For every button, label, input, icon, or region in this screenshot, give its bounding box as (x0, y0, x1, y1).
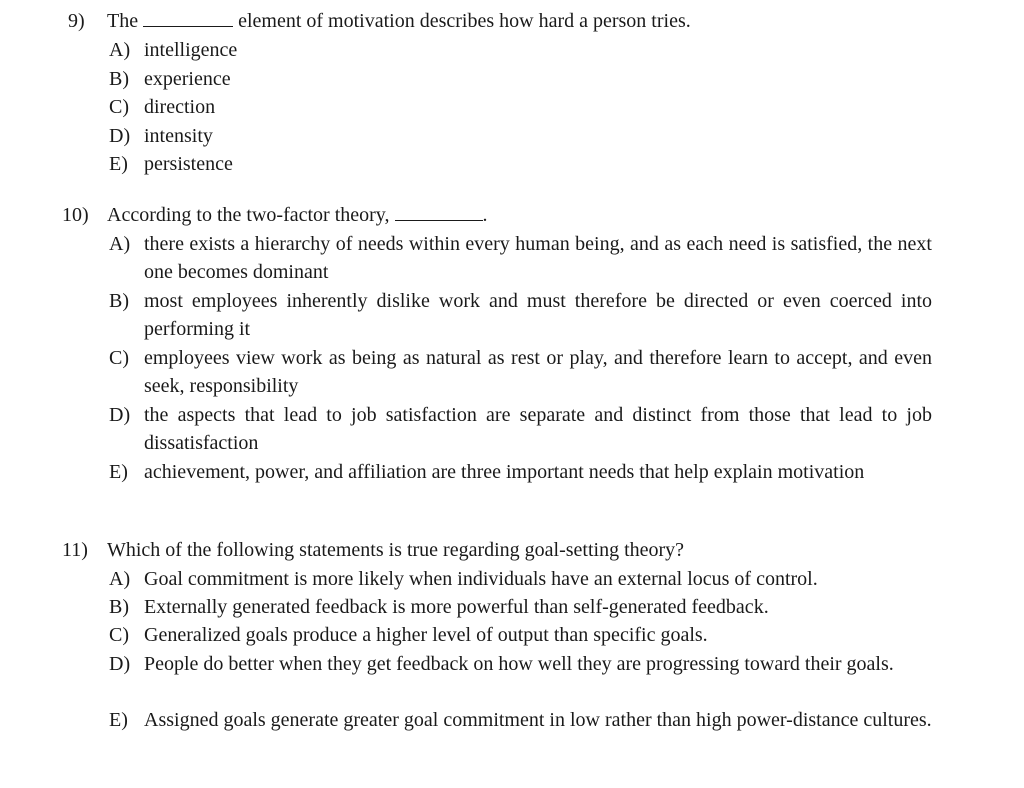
answer-blank (143, 8, 233, 27)
option-text: Generalized goals produce a higher level of output than specific goals. (144, 624, 708, 646)
option-letter: D) (109, 653, 131, 675)
stem-after-blank: . (482, 204, 488, 226)
question-number: 10) (62, 204, 89, 226)
option-text: People do better when they get feedback on how well they are progressing toward their goals. (144, 653, 894, 675)
option-text: Goal commitment is more likely when individuals have an external locus of control. (144, 568, 818, 590)
option-letter: A) (109, 39, 131, 61)
question-text: Which of the following statements is true regarding goal-setting theory? (107, 539, 685, 561)
question-number: 9) (68, 10, 85, 32)
option-letter: D) (109, 404, 131, 426)
option-letter: A) (109, 233, 131, 255)
option-text: persistence (144, 153, 233, 175)
option-text: intensity (144, 125, 213, 147)
question-number: 11) (62, 539, 88, 561)
option-text: the aspects that lead to job satisfaction are separate and distinct from those that lead to job dissatisfaction (144, 404, 932, 454)
stem-before-blank: According to the two-factor theory, (107, 204, 390, 226)
option-letter: E) (109, 153, 128, 175)
stem-after-blank: element of motivation describes how hard a person tries. (238, 10, 691, 32)
option-text: employees view work as being as natural as rest or play, and therefore learn to accept, and even seek, responsibility (144, 347, 932, 397)
answer-blank (395, 202, 483, 221)
question-text (107, 202, 488, 228)
option-letter: D) (109, 125, 131, 147)
option-text: Assigned goals generate greater goal commitment in low rather than high power-distance cultures. (144, 709, 932, 731)
option-text: experience (144, 68, 231, 90)
option-text: intelligence (144, 39, 238, 61)
option-letter: C) (109, 624, 129, 646)
stem-before-blank: The (107, 10, 139, 32)
option-letter: A) (109, 568, 131, 590)
option-letter: E) (109, 709, 128, 731)
option-letter: C) (109, 347, 129, 369)
option-text: most employees inherently dislike work and must therefore be directed or even coerced into performing it (144, 290, 932, 340)
option-letter: E) (109, 461, 128, 483)
option-text: Externally generated feedback is more powerful than self-generated feedback. (144, 596, 769, 618)
option-letter: C) (109, 96, 129, 118)
option-text: achievement, power, and affiliation are three important needs that help explain motivation (144, 461, 865, 483)
question-text (107, 8, 691, 34)
option-letter: B) (109, 596, 129, 618)
option-text: there exists a hierarchy of needs within every human being, and as each need is satisfied, the next one becomes dominant (144, 233, 932, 283)
option-letter: B) (109, 68, 129, 90)
option-letter: B) (109, 290, 129, 312)
option-text: direction (144, 96, 216, 118)
